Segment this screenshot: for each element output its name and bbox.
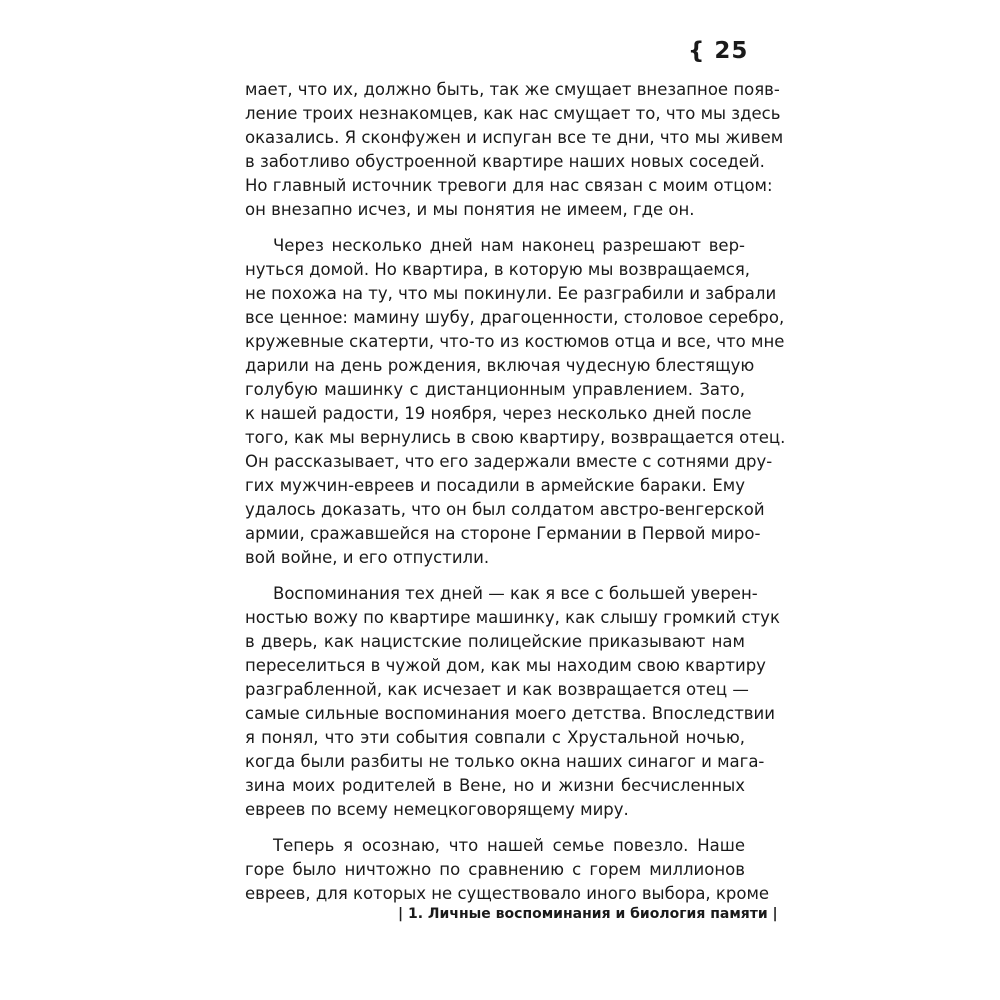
text-line: удалось доказать, что он был солдатом австро-венгерской (245, 500, 765, 519)
text-line: горе было ничтожно по сравнению с горем миллионов (245, 860, 745, 879)
text-line: в заботливо обустроенной квартире наших новых соседей. (245, 152, 765, 171)
text-line: оказались. Я сконфужен и испуган все те дни, что мы живем (245, 128, 784, 147)
text-line: Через несколько дней нам наконец разрешают вер- (273, 236, 745, 255)
text-line: Теперь я осознаю, что нашей семье повезло. Наше (273, 836, 745, 855)
text-line: нуться домой. Но квартира, в которую мы возвращаемся, (245, 260, 751, 279)
text-line: армии, сражавшейся на стороне Германии в Первой миро- (245, 524, 761, 543)
text-line: когда были разбиты не только окна наших синагог и мага- (245, 752, 765, 771)
page-number: { 25 (688, 38, 749, 64)
text-line: я понял, что эти события совпали с Хрустальной ночью, (245, 728, 745, 747)
text-line: того, как мы вернулись в свою квартиру, возвращается отец. (245, 428, 786, 447)
paragraph-4 (245, 834, 770, 906)
text-line: кружевные скатерти, что-то из костюмов отца и все, что мне (245, 332, 785, 351)
text-line: гих мужчин-евреев и посадили в армейские бараки. Ему (245, 476, 745, 495)
text-line: зина моих родителей в Вене, но и жизни бесчисленных (245, 776, 745, 795)
text-line: евреев, для которых не существовало иного выбора, кроме (245, 884, 770, 903)
text-line: самые сильные воспоминания моего детства. Впоследствии (245, 704, 775, 723)
paragraph-2 (245, 234, 786, 570)
text-line: голубую машинку с дистанционным управлением. Зато, (245, 380, 745, 399)
text-line: к нашей радости, 19 ноября, через несколько дней после (245, 404, 752, 423)
text-line: он внезапно исчез, и мы понятия не имеем, где он. (245, 200, 695, 219)
text-line: вой войне, и его отпустили. (245, 548, 490, 567)
text-line: евреев по всему немецкоговорящему миру. (245, 800, 629, 819)
body-text (245, 78, 786, 906)
text-line: переселиться в чужой дом, как мы находим свою квартиру (245, 656, 766, 675)
paragraph-1 (245, 78, 784, 222)
text-line: Воспоминания тех дней — как я все с большей уверен- (273, 584, 758, 603)
text-line: дарили на день рождения, включая чудесную блестящую (245, 356, 755, 375)
text-line: все ценное: мамину шубу, драгоценности, столовое серебро, (245, 308, 785, 327)
text-line: Он рассказывает, что его задержали вместе с сотнями дру- (245, 452, 773, 471)
running-footer: | 1. Личные воспоминания и биология памяти | (398, 906, 778, 922)
paragraph-3 (245, 582, 780, 822)
text-line: Но главный источник тревоги для нас связан с моим отцом: (245, 176, 773, 195)
text-line: не похожа на ту, что мы покинули. Ее разграбили и забрали (245, 284, 777, 303)
text-line: в дверь, как нацистские полицейские приказывают нам (245, 632, 745, 651)
text-line: ностью вожу по квартире машинку, как слышу громкий стук (245, 608, 780, 627)
text-line: разграбленной, как исчезает и как возвращается отец — (245, 680, 749, 699)
text-line: ление троих незнакомцев, как нас смущает то, что мы здесь (245, 104, 781, 123)
text-line: мает, что их, должно быть, так же смущает внезапное появ- (245, 80, 780, 99)
